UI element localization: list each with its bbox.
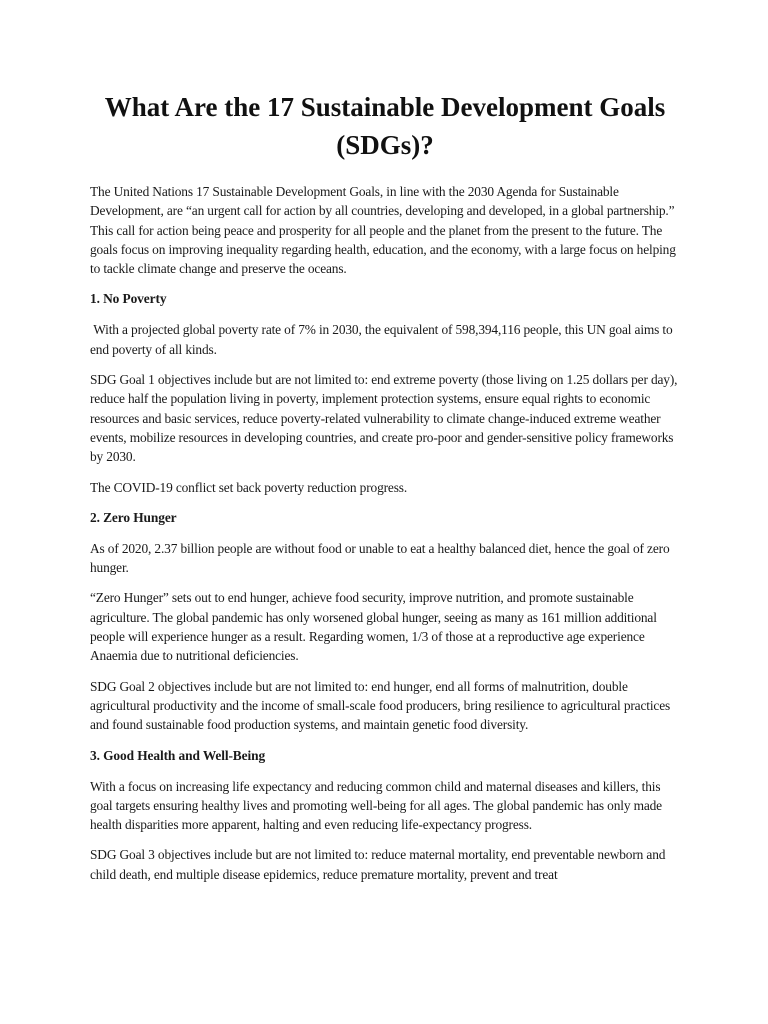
no-poverty-paragraph-3: The COVID-19 conflict set back poverty reduction progress. xyxy=(90,479,408,495)
zero-hunger-paragraph-1: As of 2020, 2.37 billion people are without food or unable to eat a healthy balanced diet, hence the goal of zero hunger. xyxy=(90,540,670,576)
section-heading-good-health: 3. Good Health and Well-Being xyxy=(90,747,266,763)
intro-paragraph: The United Nations 17 Sustainable Development Goals, in line with the 2030 Agenda for Sustainable Development, are “an urgent call for action by all countries, developing and developed, in a global partnership.” This call for action being peace and prosperity for all people and the planet from the present to the future. The goals focus on improving inequality regarding health, education, and the economy, with a large focus on helping to tackle climate change and preserve the oceans. xyxy=(90,184,676,277)
zero-hunger-paragraph-2: “Zero Hunger” sets out to end hunger, achieve food security, improve nutrition, and promote sustainable agriculture. The global pandemic has only worsened global hunger, seeing as many as 161 million additional people will experience hunger as a result. Regarding women, 1/3 of those at a reproductive age experience Anaemia due to nutritional deficiencies. xyxy=(90,590,657,664)
section-heading-no-poverty: 1. No Poverty xyxy=(90,291,167,307)
no-poverty-paragraph-1: With a projected global poverty rate of 7% in 2030, the equivalent of 598,394,116 people, this UN goal aims to end poverty of all kinds. xyxy=(90,322,676,357)
section-heading-zero-hunger: 2. Zero Hunger xyxy=(90,509,177,525)
no-poverty-paragraph-2: SDG Goal 1 objectives include but are not limited to: end extreme poverty (those living on 1.25 dollars per day), reduce half the population living in poverty, implement protection systems, ensure equal rights to economic resources and basic services, reduce poverty-related vulnerability to climate change-induced extreme weather events, mobilize resources in developing countries, and create pro-poor and gender-sensitive policy frameworks by 2030. xyxy=(90,372,678,465)
zero-hunger-paragraph-3: SDG Goal 2 objectives include but are not limited to: end hunger, end all forms of malnutrition, double agricultural productivity and the income of small-scale food producers, bring resilience to agricultural practices and found sustainable food production systems, and maintain genetic food diversity. xyxy=(90,678,671,733)
document-title: What Are the 17 Sustainable Development Goals (SDGs)? xyxy=(104,92,666,160)
good-health-paragraph-2: SDG Goal 3 objectives include but are not limited to: reduce maternal mortality, end preventable newborn and child death, end multiple disease epidemics, reduce premature mortality, prevent and treat xyxy=(90,847,666,882)
good-health-paragraph-1: With a focus on increasing life expectancy and reducing common child and maternal diseases and killers, this goal targets ensuring healthy lives and promoting well-being for all ages. The global pandemic has only made health disparities more apparent, halting and even reducing life-expectancy progress. xyxy=(90,778,662,833)
